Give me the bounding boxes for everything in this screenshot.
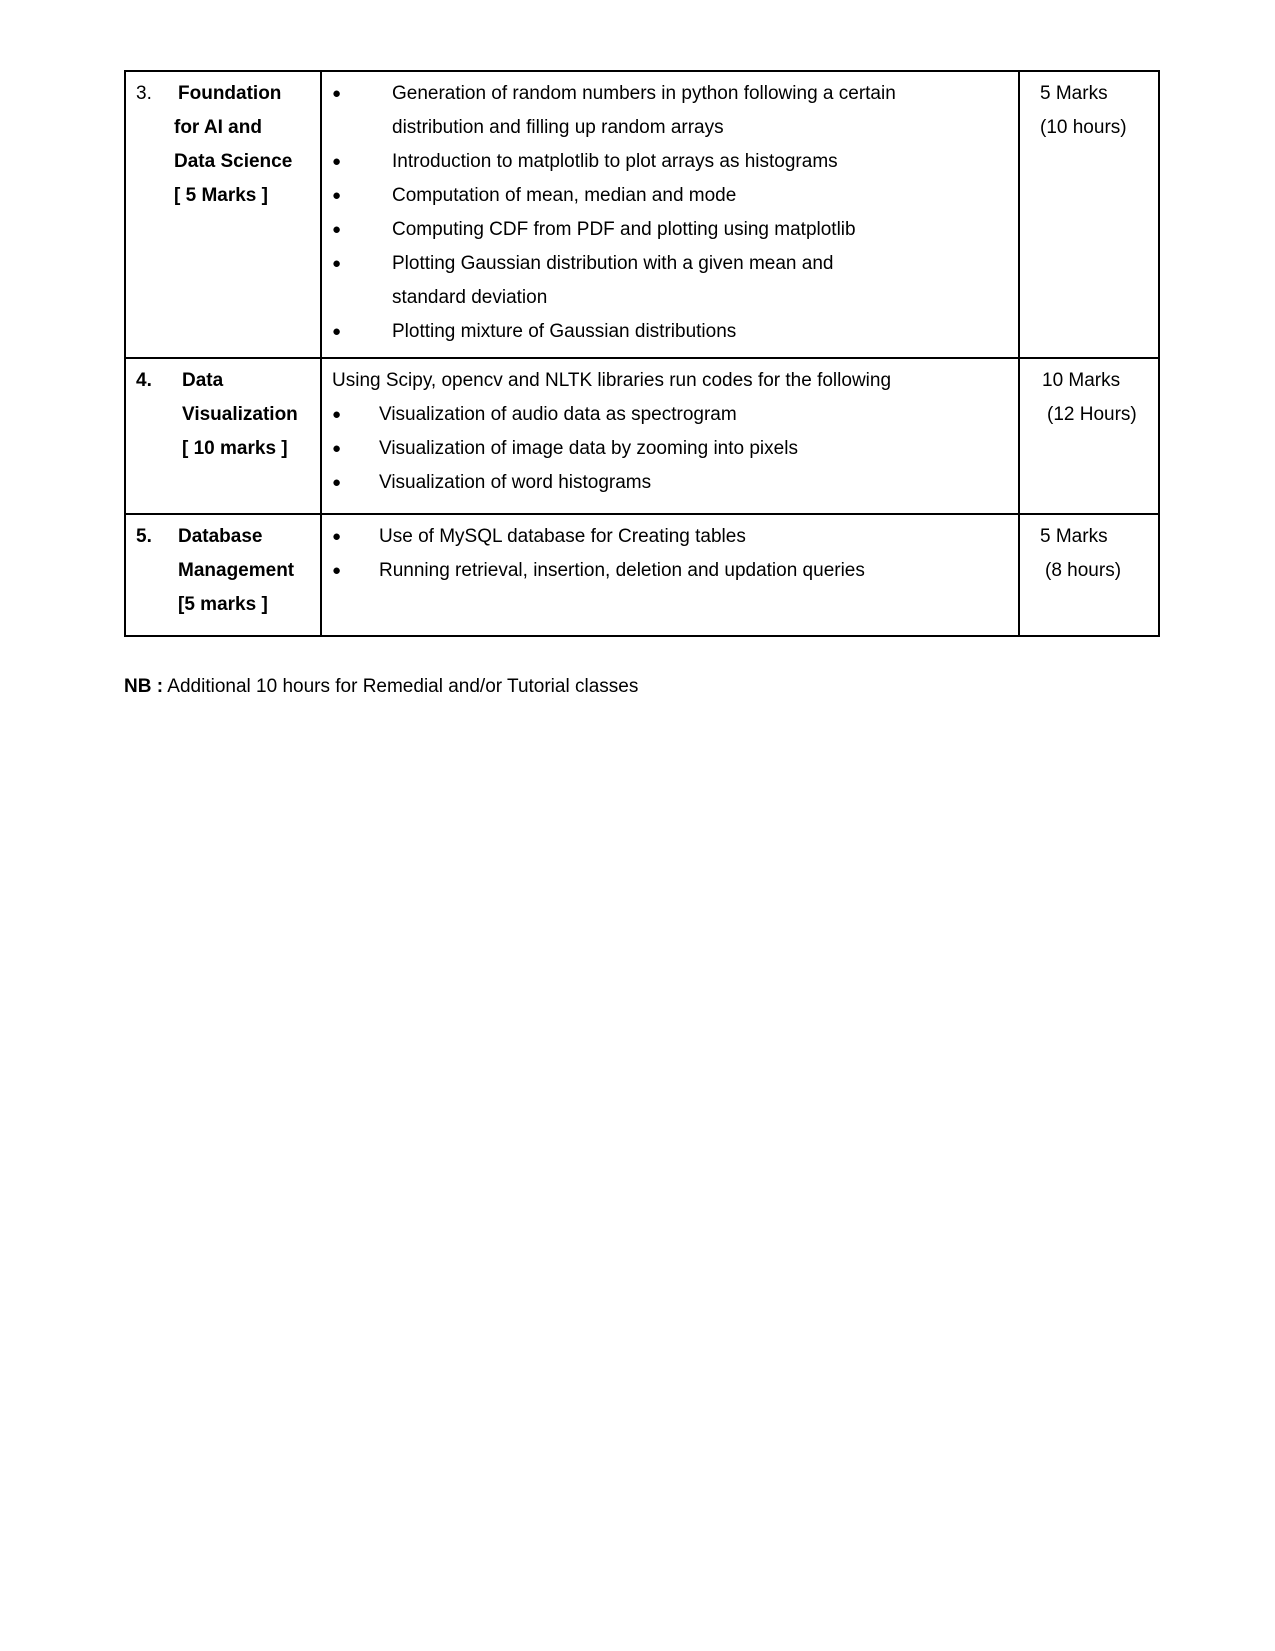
list-item-text: Generation of random numbers in python following a certain: [392, 83, 896, 104]
list-item: [332, 247, 1018, 315]
bullet-icon: ●: [332, 221, 342, 238]
footnote-label: NB :: [124, 676, 164, 697]
list-item-text: Visualization of word histograms: [379, 472, 652, 493]
table-row: [125, 514, 1159, 636]
marks-cell: [1019, 514, 1159, 636]
list-item-text: standard deviation: [392, 287, 548, 308]
topic-title-line: [ 5 Marks ]: [174, 185, 268, 206]
syllabus-table: [124, 70, 1160, 637]
marks-cell: [1019, 358, 1159, 514]
list-item: [332, 315, 1018, 349]
table-row: [125, 71, 1159, 358]
marks-value: 5 Marks: [1040, 83, 1108, 104]
marks-cell: [1019, 71, 1159, 358]
bullet-icon: ●: [332, 255, 342, 272]
topic-title-line: Management: [178, 560, 295, 581]
list-item-text: Introduction to matplotlib to plot arrays as histograms: [392, 151, 838, 172]
marks-value: 10 Marks: [1042, 370, 1121, 391]
topic-cell: [125, 358, 321, 514]
hours-value: (12 Hours): [1047, 404, 1137, 425]
bullet-icon: ●: [332, 474, 342, 491]
bullet-icon: ●: [332, 85, 342, 102]
topic-title: [182, 364, 298, 466]
list-item: [332, 466, 1018, 500]
topic-cell: [125, 514, 321, 636]
list-item: [332, 520, 1018, 554]
list-item: [332, 145, 1018, 179]
topic-title-line: for AI and: [174, 117, 262, 138]
content-intro: Using Scipy, opencv and NLTK libraries run codes for the following: [332, 370, 892, 391]
footnote-text: Additional 10 hours for Remedial and/or Tutorial classes: [167, 676, 639, 697]
topic-title: [174, 77, 292, 213]
topic-title-line: [5 marks ]: [178, 594, 268, 615]
list-item: [332, 77, 1018, 145]
list-item-text: Plotting mixture of Gaussian distributions: [392, 321, 737, 342]
content-cell: [321, 514, 1019, 636]
list-item: [332, 213, 1018, 247]
list-item-text: Visualization of audio data as spectrogram: [379, 404, 737, 425]
content-cell: [321, 358, 1019, 514]
topic-number: 4.: [136, 370, 152, 391]
list-item: [332, 398, 1018, 432]
marks-value: 5 Marks: [1040, 526, 1108, 547]
topic-title-line: Data: [182, 370, 224, 391]
bullet-icon: ●: [332, 187, 342, 204]
list-item-text: Plotting Gaussian distribution with a given mean and: [392, 253, 834, 274]
hours-value: (8 hours): [1045, 560, 1122, 581]
list-item-text: distribution and filling up random arrays: [392, 117, 724, 138]
list-item-text: Running retrieval, insertion, deletion and updation queries: [379, 560, 865, 581]
topic-title: [178, 520, 294, 622]
topic-title-line: Data Science: [174, 151, 293, 172]
table-row: [125, 358, 1159, 514]
list-item-text: Use of MySQL database for Creating tables: [379, 526, 746, 547]
list-item-text: Visualization of image data by zooming into pixels: [379, 438, 798, 459]
list-item-text: Computing CDF from PDF and plotting using matplotlib: [392, 219, 856, 240]
bullet-icon: ●: [332, 562, 342, 579]
bullet-icon: ●: [332, 528, 342, 545]
bullet-icon: ●: [332, 440, 342, 457]
bullet-icon: ●: [332, 323, 342, 340]
bullet-icon: ●: [332, 406, 342, 423]
topic-cell: [125, 71, 321, 358]
syllabus-table-body: [125, 71, 1159, 636]
footnote: [124, 676, 638, 698]
content-cell: [321, 71, 1019, 358]
list-item-text: Computation of mean, median and mode: [392, 185, 737, 206]
topic-title-line: Database: [178, 526, 263, 547]
list-item: [332, 432, 1018, 466]
topic-number: 5.: [136, 526, 152, 547]
hours-value: (10 hours): [1040, 117, 1127, 138]
bullet-icon: ●: [332, 153, 342, 170]
topic-title-line: Foundation: [178, 83, 282, 104]
topic-title-line: [ 10 marks ]: [182, 438, 288, 459]
topic-title-line: Visualization: [182, 404, 298, 425]
topic-number: 3.: [136, 83, 152, 104]
list-item: [332, 179, 1018, 213]
list-item: [332, 554, 1018, 588]
